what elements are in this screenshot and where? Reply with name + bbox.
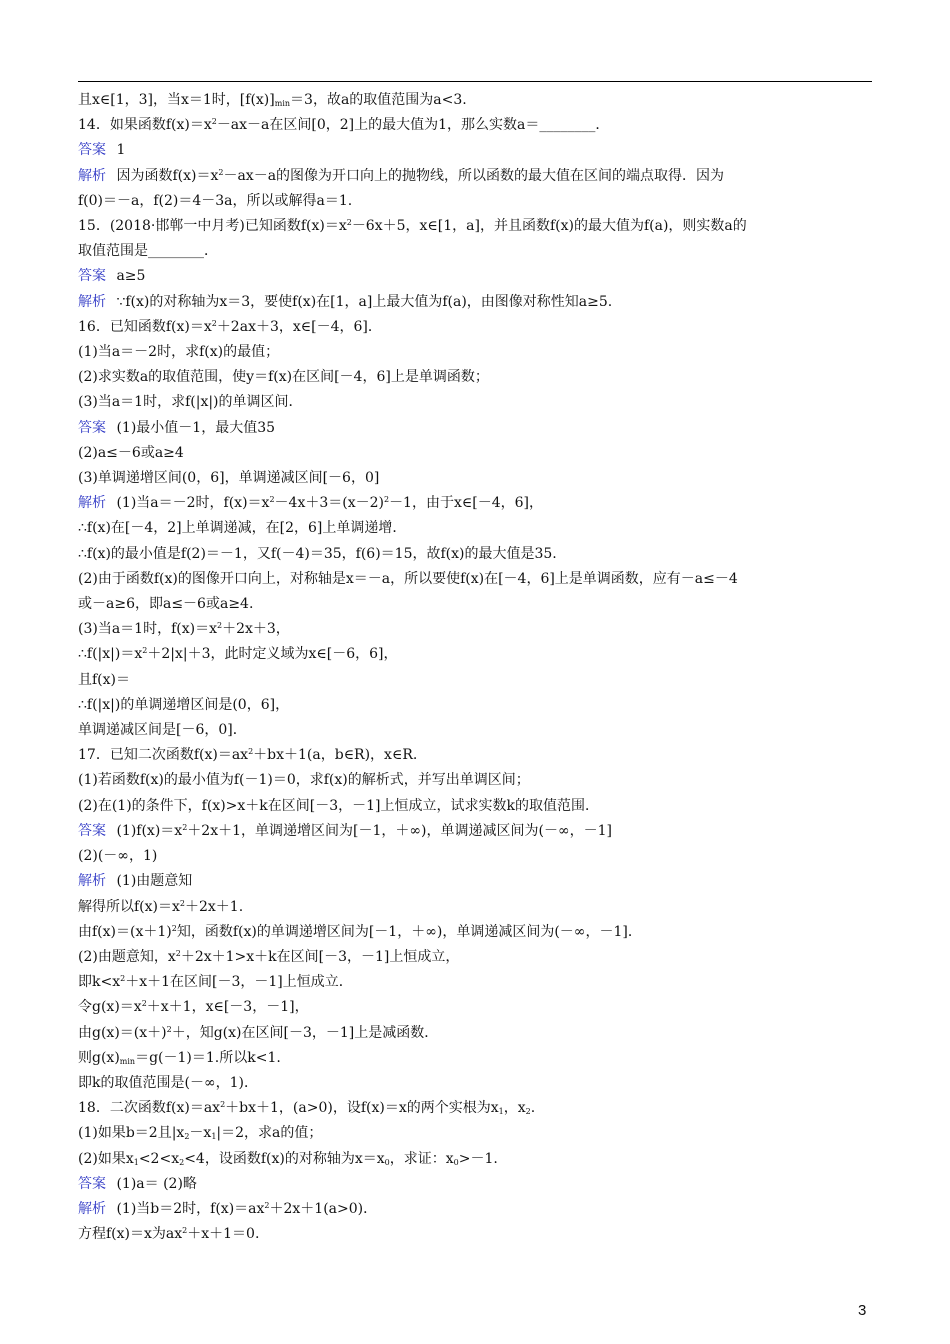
text-line: 解析 因为函数$f(x)=x^2-ax-a$的图像为开口向上的抛物线，所以函数的最大值在区间的端点取得．因为 [78, 167, 725, 184]
text-line: 15．(2018·邯郸一中月考)已知函数$f(x)=x^2-6x+5$，x∈[1，a]，并且函数f(x)的最大值为f(a)，则实数a的 [78, 218, 747, 235]
text-line: (3)当a＝1时，$f(x)=x^2+2x+3$， [78, 621, 290, 638]
text-line: (1)若函数f(x)的最小值为f(－1)＝0，求f(x)的解析式，并写出单调区间； [78, 772, 530, 789]
text-line: f(0)＝－a，f(2)＝4－3a，所以或解得a＝1. [78, 192, 353, 209]
text-line: (2)在(1)的条件下，f(x)>x＋k在区间[－3，－1]上恒成立，试求实数k的取值范围． [78, 797, 599, 814]
text-line: 解析 (1)当b＝2时，$f(x)=ax^2+2x+1(a>0)$． [78, 1200, 378, 1217]
text-line: (2)a≤－6或a≥4 [78, 444, 184, 461]
text-line: 单调递减区间是[－6，0]． [78, 722, 247, 739]
text-line: $\therefore f(|x|)=x^2+2|x|+3$，此时定义域为x∈[－6，6]， [78, 646, 398, 663]
text-line: 由$g(x)=(x+)^2+$，知g(x)在区间[－3，－1]上是减函数． [78, 1024, 439, 1041]
text-line: 方程f(x)＝x为$ax^2+x+1=0$. [78, 1226, 260, 1243]
text-line: (2)求实数a的取值范围，使y＝f(x)在区间[－4，6]上是单调函数； [78, 369, 489, 386]
text-line: ∴f(|x|)的单调递增区间是(0，6]， [78, 696, 290, 713]
text-line: 且x∈[1，3]，当x＝1时，$[f(x)]_{min}=3$，故a的取值范围为a<3. [78, 92, 467, 108]
text-line: 由$f(x)=(x+1)^2$知，函数f(x)的单调递增区间为[－1，＋∞)，单调递减区间为(－∞，－1]． [78, 923, 642, 940]
text-line: (2)由题意知，$x^2+2x+1>x+k$在区间[－3，－1]上恒成立， [78, 948, 460, 965]
text-line: 16．已知函数$f(x)=x^2+2ax+3$，x∈[－4，6]． [78, 318, 382, 335]
text-line: 答案 (1)最小值－1，最大值35 [78, 419, 276, 436]
text-line: 18．二次函数$f(x)=ax^2+bx+1$，(a>0)，设f(x)＝x的两个实根为$x_1$，$x_2$. [78, 1100, 536, 1117]
text-line: 或－a≥6，即a≤－6或a≥4. [78, 596, 254, 613]
text-line: ∴f(x)的最小值是f(2)＝－1，又f(－4)＝35，f(6)＝15，故f(x)的最大值是35. [78, 545, 557, 562]
document-body [78, 88, 874, 1247]
text-line: 解得所以$f(x)=x^2+2x+1$. [78, 898, 244, 915]
page-number: 3 [858, 1302, 867, 1319]
text-line: 答案 $(1)f(x)=x^2+2x+1$，单调递增区间为[－1，＋∞)，单调递减区间为(－∞，－1] [78, 822, 612, 839]
text-line: (1)如果b＝2且$|x_2-x_1|=2$，求a的值； [78, 1125, 323, 1142]
text-line: 解析 (1)由题意知 [78, 873, 193, 890]
text-line: 令$g(x)=x^2+x+1$，x∈[－3，－1]， [78, 999, 309, 1016]
text-line: 14．如果函数$f(x)=x^2-ax-a$在区间[0，2]上的最大值为1，那么实数a＝________． [78, 117, 610, 134]
text-line: (2)如果$x_1<2<x_2<4$，设函数f(x)的对称轴为$x=x_0$，求证：$x_0>-1$. [78, 1150, 498, 1167]
text-line: (3)单调递增区间(0，6]，单调递减区间[－6，0] [78, 470, 380, 487]
text-line: (1)当a＝－2时，求f(x)的最值； [78, 344, 280, 361]
header-rule [78, 81, 872, 82]
text-line: 且f(x)＝ [78, 671, 131, 688]
text-line: 解析 (1)当a＝－2时，$f(x)=x^2-4x+3=(x-2)^2-1$，由于x∈[－4，6]， [78, 495, 543, 512]
text-line: 答案 1 [78, 142, 126, 159]
text-line: (3)当a＝1时，求f(|x|)的单调区间． [78, 394, 303, 411]
text-line: 答案 a≥5 [78, 268, 146, 285]
text-line: 即k的取值范围是(－∞，1)． [78, 1074, 258, 1091]
text-line: (2)由于函数f(x)的图像开口向上，对称轴是x＝－a，所以要使f(x)在[－4，6]上是单调函数，应有－a≤－4 [78, 570, 738, 587]
text-line: 则$g(x)_{min}=g(-1)=1$.所以k<1. [78, 1049, 281, 1066]
text-line: 答案 (1)a＝ (2)略 [78, 1175, 197, 1192]
text-line: 即$k<x^2+x+1$在区间[－3，－1]上恒成立． [78, 974, 353, 991]
text-line: ∴f(x)在[－4，2]上单调递减，在[2，6]上单调递增． [78, 520, 407, 537]
text-line: 取值范围是________． [78, 243, 218, 260]
text-line: 17．已知二次函数$f(x)=ax^2+bx+1(a$，b∈R)，x∈R. [78, 747, 418, 764]
text-line: (2)(－∞，1) [78, 848, 158, 865]
text-line: 解析 ∵f(x)的对称轴为x＝3，要使f(x)在[1，a]上最大值为f(a)，由图像对称性知a≥5. [78, 293, 613, 310]
